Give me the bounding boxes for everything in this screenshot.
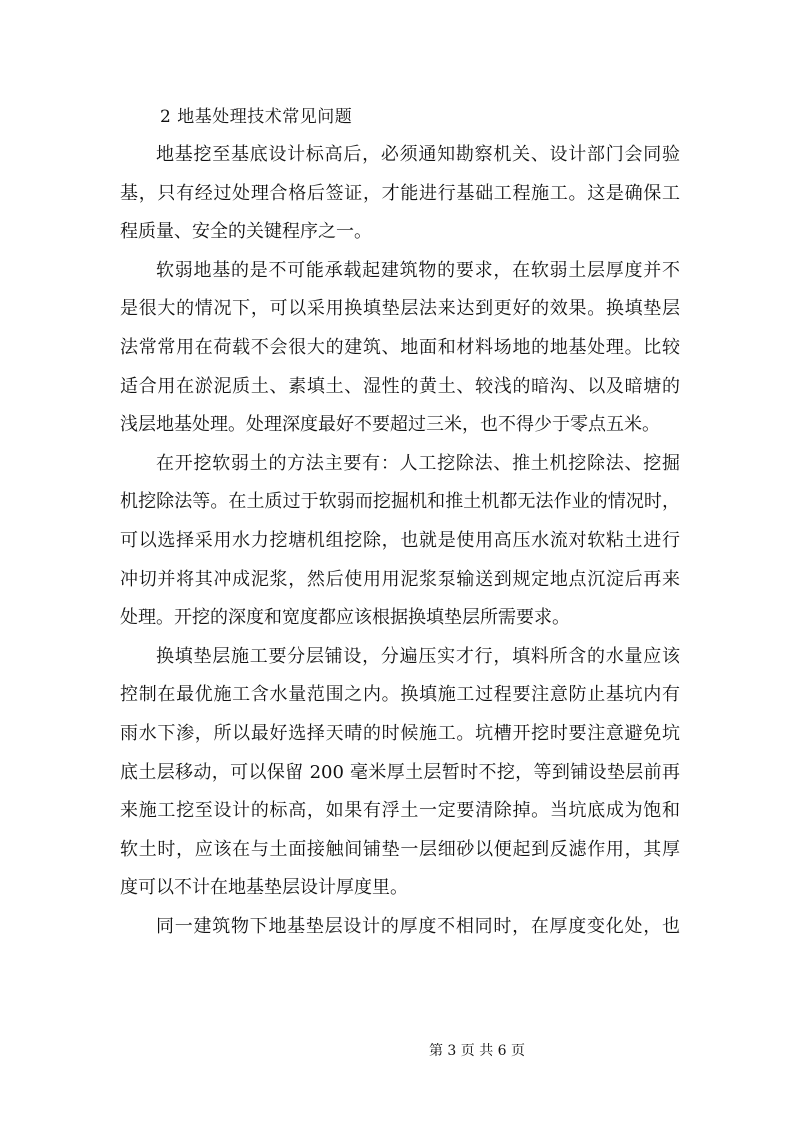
paragraph-line: 雨水下渗，所以最好选择天晴的时候施工。坑槽开挖时要注意避免坑: [120, 722, 680, 744]
paragraph-line: 度可以不计在地基垫层设计厚度里。: [120, 877, 408, 899]
paragraph-5: [120, 908, 680, 947]
paragraph-3: [120, 445, 680, 638]
paragraph-line: 控制在最优施工含水量范围之内。换填施工过程要注意防止基坑内有: [120, 684, 680, 706]
paragraph-line: 可以选择采用水力挖塘机组挖除，也就是使用高压水流对软粘土进行: [120, 529, 680, 551]
paragraph-line: 地基挖至基底设计标高后，必须通知勘察机关、设计部门会同验: [156, 144, 680, 165]
paragraph-line: 换填垫层施工要分层铺设，分遍压实才行，填料所含的水量应该: [156, 645, 680, 667]
paragraph-line: 软弱地基的是不可能承载起建筑物的要求，在软弱土层厚度并不: [156, 259, 680, 281]
paragraph-line: 机挖除法等。在土质过于软弱而挖掘机和推土机都无法作业的情况时，: [120, 491, 680, 513]
paragraph-line: 是很大的情况下，可以采用换填垫层法来达到更好的效果。换填垫层: [120, 298, 680, 320]
paragraph-line: 法常常用在荷载不会很大的建筑、地面和材料场地的地基处理。比较: [120, 336, 680, 358]
paragraph-line: 在开挖软弱土的方法主要有：人工挖除法、推土机挖除法、挖掘: [156, 452, 680, 474]
paragraph-line: 冲切并将其冲成泥浆，然后使用用泥浆泵输送到规定地点沉淀后再来: [120, 568, 680, 590]
paragraph-line: 基，只有经过处理合格后签证，才能进行基础工程施工。这是确保工: [120, 182, 680, 204]
paragraph-line: 程质量、安全的关键程序之一。: [120, 221, 372, 243]
paragraph-2: [120, 252, 680, 445]
paragraph-line: 处理。开挖的深度和宽度都应该根据换填垫层所需要求。: [120, 607, 570, 629]
paragraph-line: 浅层地基处理。处理深度最好不要超过三米，也不得少于零点五米。: [120, 414, 660, 436]
document-body: [120, 98, 680, 946]
paragraph-line: 同一建筑物下地基垫层设计的厚度不相同时，在厚度变化处，也: [156, 915, 680, 937]
paragraph-line: 底土层移动，可以保留 200 毫米厚土层暂时不挖，等到铺设垫层前再: [120, 761, 680, 783]
paragraph-line: 软土时，应该在与土面接触间铺垫一层细砂以便起到反滤作用，其厚: [120, 838, 680, 860]
paragraph-line: 来施工挖至设计的标高，如果有浮土一定要清除掉。当坑底成为饱和: [120, 800, 680, 822]
paragraph-line: 适合用在淤泥质土、素填土、湿性的黄土、较浅的暗沟、以及暗塘的: [120, 375, 680, 397]
page-footer: [0, 1040, 794, 1060]
page-number: 第 3 页 共 6 页: [428, 1043, 526, 1059]
section-heading: 2 地基处理技术常见问题: [160, 107, 353, 127]
paragraph-1: [120, 136, 680, 252]
paragraph-4: [120, 638, 680, 908]
